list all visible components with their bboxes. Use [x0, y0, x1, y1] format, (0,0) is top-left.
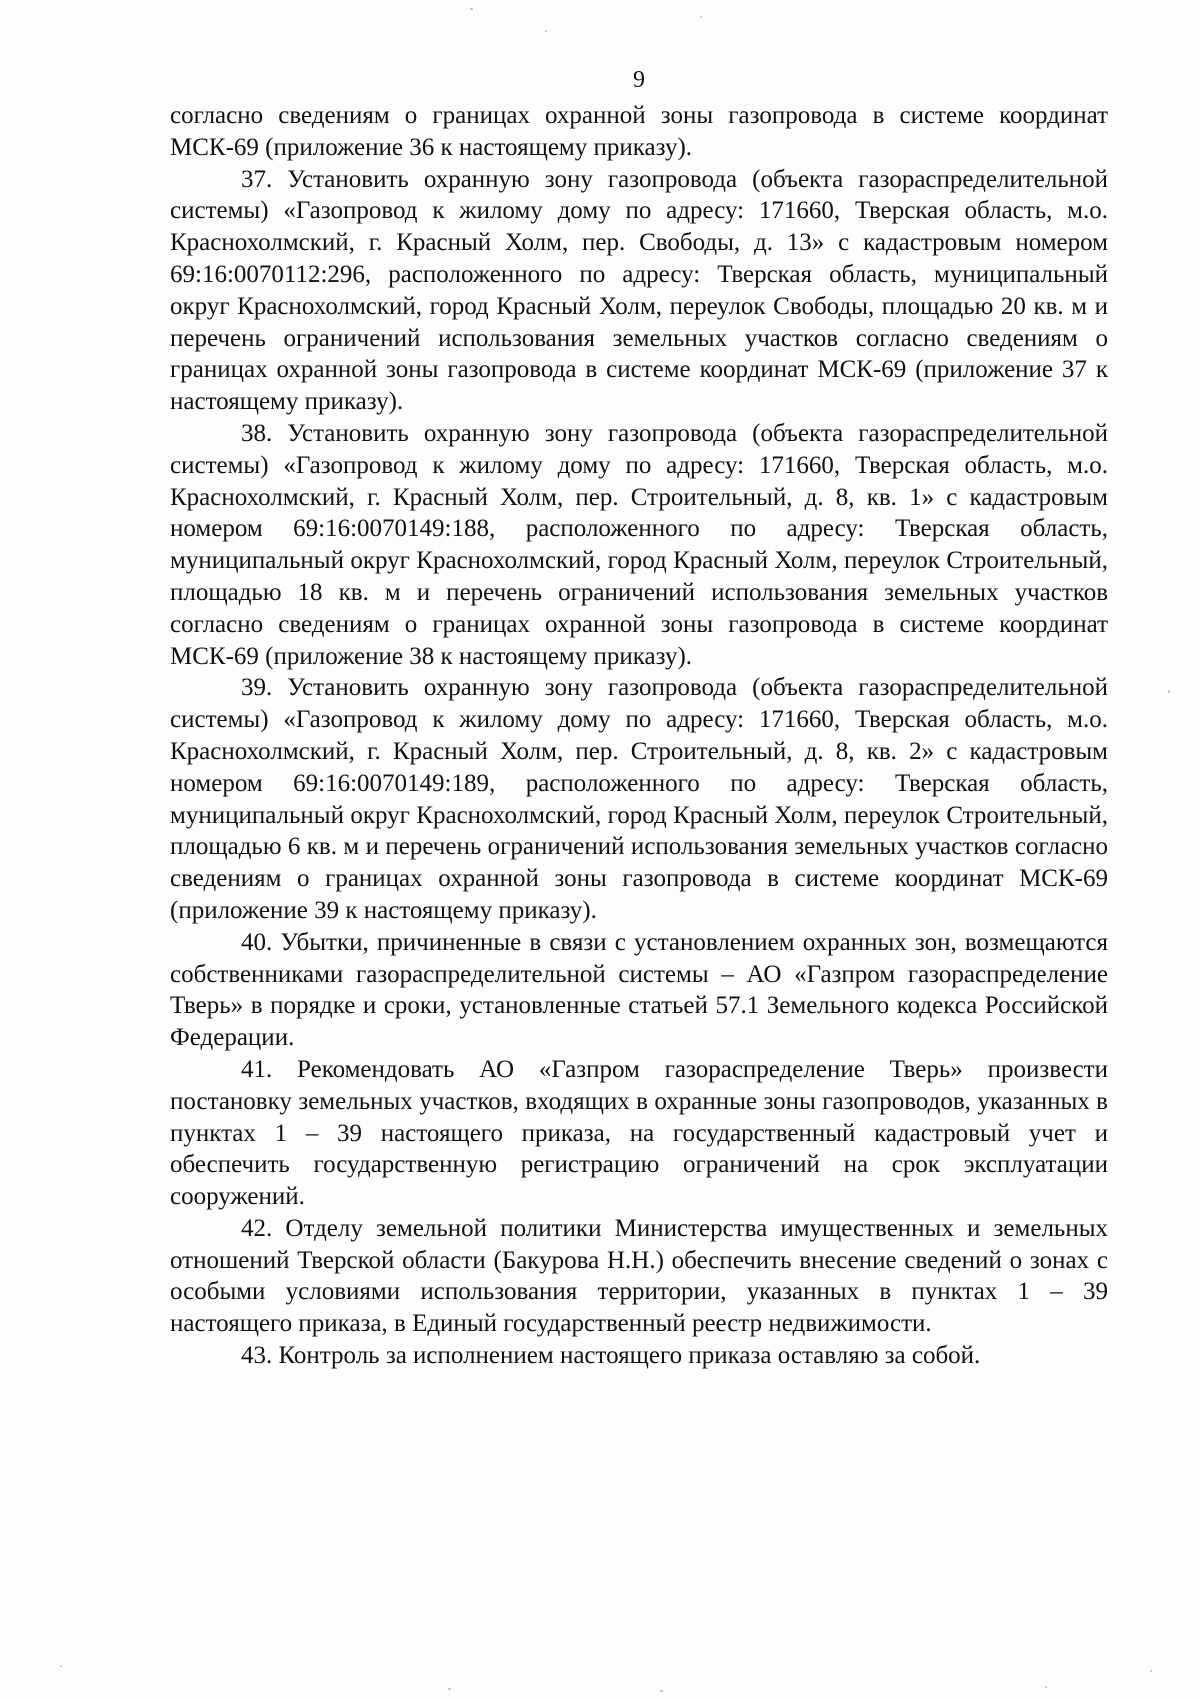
scan-artifact	[60, 1665, 62, 1667]
paragraph-item-37: 37. Установить охранную зону газопровода (объекта газораспределительной системы) «Газопровод к жилому дому по адресу: 171660, Тверская область, м.о. Краснохолмский, г. Красный Холм, пер. Свободы, д. 13» с кадастровым номером 69:16:0070112:296, расположенного по адресу: Тверская область, муниципальный округ Краснохолмский, город Красный Холм, переулок Свободы, площадью 20 кв. м и перечень ограничений использования земельных участков согласно сведениям о границах охранной зоны газопровода в системе координат МСК-69 (приложение 37 к настоящему приказу).	[170, 165, 1108, 416]
paragraph-item-41: 41. Рекомендовать АО «Газпром газораспределение Тверь» произвести постановку земельных участков, входящих в охранные зоны газопроводов, указанных в пунктах 1 – 39 настоящего приказа, на государственный кадастровый учет и обеспечить государственную регистрацию ограничений на срок эксплуатации сооружений.	[170, 1055, 1108, 1211]
scan-artifact	[545, 30, 547, 32]
scan-artifact	[700, 16, 702, 18]
paragraph-continuation: согласно сведениям о границах охранной зоны газопровода в системе координат МСК-69 (приложение 36 к настоящему приказу).	[170, 102, 1108, 161]
page-number: 9	[633, 67, 645, 93]
scan-artifact	[1045, 1686, 1047, 1688]
paragraph-item-40: 40. Убытки, причиненные в связи с установлением охранных зон, возмещаются собственниками газораспределительной системы – АО «Газпром газораспределение Тверь» в порядке и сроки, установленные статьей 57.1 Земельного кодекса Российской Федерации.	[170, 928, 1108, 1052]
scan-artifact	[448, 1688, 451, 1690]
paragraph-item-43: 43. Контроль за исполнением настоящего приказа оставляю за собой.	[241, 1342, 981, 1370]
paragraph-item-38: 38. Установить охранную зону газопровода (объекта газораспределительной системы) «Газопровод к жилому дому по адресу: 171660, Тверская область, м.о. Краснохолмский, г. Красный Холм, пер. Строительный, д. 8, кв. 1» с кадастровым номером 69:16:0070149:188, расположенного по адресу: Тверская область, муниципальный округ Краснохолмский, город Красный Холм, переулок Строительный, площадью 18 кв. м и перечень ограничений использования земельных участков согласно сведениям о границах охранной зоны газопровода в системе координат МСК-69 (приложение 38 к настоящему приказу).	[170, 419, 1108, 670]
scan-artifact	[660, 1690, 663, 1692]
paragraph-item-42: 42. Отделу земельной политики Министерства имущественных и земельных отношений Тверской области (Бакурова Н.Н.) обеспечить внесение сведений о зонах с особыми условиями использования территории, указанных в пунктах 1 – 39 настоящего приказа, в Единый государственный реестр недвижимости.	[170, 1214, 1108, 1338]
scan-artifact	[1150, 1670, 1152, 1672]
scan-artifact	[470, 8, 473, 10]
paragraph-item-39: 39. Установить охранную зону газопровода (объекта газораспределительной системы) «Газопровод к жилому дому по адресу: 171660, Тверская область, м.о. Краснохолмский, г. Красный Холм, пер. Строительный, д. 8, кв. 2» с кадастровым номером 69:16:0070149:189, расположенного по адресу: Тверская область, муниципальный округ Краснохолмский, город Красный Холм, переулок Строительный, площадью 6 кв. м и перечень ограничений использования земельных участков согласно сведениям о границах охранной зоны газопровода в системе координат МСК-69 (приложение 39 к настоящему приказу).	[170, 674, 1108, 924]
scan-artifact	[1168, 690, 1170, 693]
